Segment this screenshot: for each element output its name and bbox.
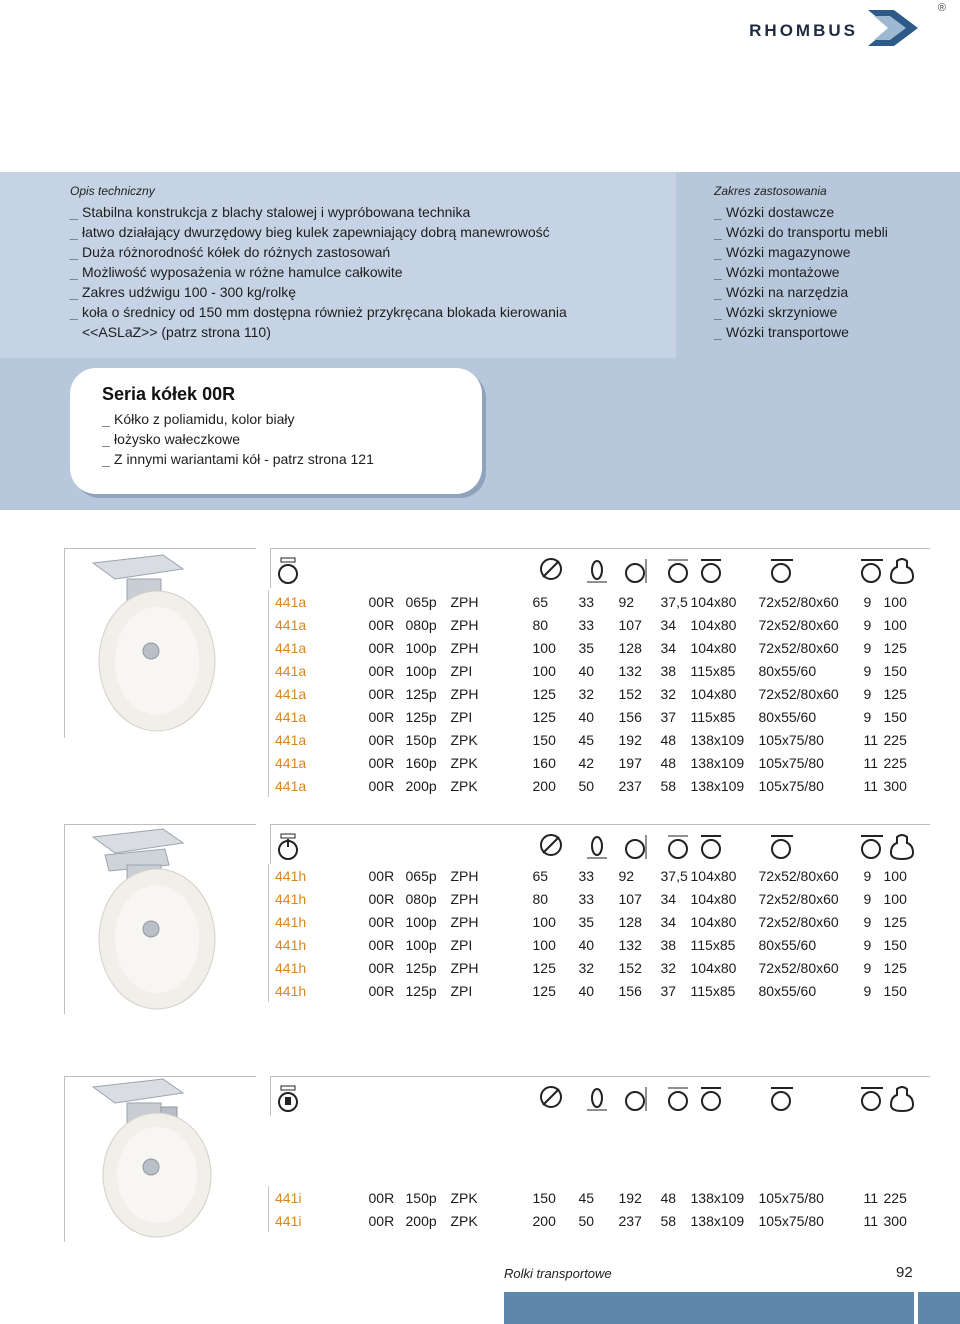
bolt-hole-symbol-icon	[769, 1085, 795, 1113]
table-cell: 125	[883, 639, 907, 656]
table-cell: 00R	[368, 1212, 395, 1229]
table-row	[269, 887, 914, 910]
table-cell: 00R	[368, 982, 395, 999]
brake-castor-photo	[64, 824, 256, 1014]
table-cell: ZPH	[450, 867, 479, 884]
table-cell: 37	[660, 982, 677, 999]
table-cell: 150	[532, 1189, 556, 1206]
table-row	[269, 751, 914, 774]
article-code-cell: 441i	[269, 1209, 369, 1232]
table-cell: 100	[532, 913, 556, 930]
table-cell: 72x52/80x60	[758, 890, 839, 907]
article-code-cell: 441a	[269, 613, 369, 636]
table-cell: 11	[863, 754, 879, 771]
table-cell: 40	[578, 982, 595, 999]
table-cell: 100	[532, 639, 556, 656]
table-row	[269, 774, 914, 797]
tech-item: _ Możliwość wyposażenia w różne hamulce całkowite	[70, 264, 403, 280]
brand-name: RHOMBUS	[749, 21, 858, 40]
table-cell: 40	[578, 662, 595, 679]
footer-bar	[504, 1292, 914, 1324]
swivel-castor-icon	[65, 549, 255, 737]
table-cell: 156	[618, 982, 642, 999]
table-cell: 100	[883, 867, 907, 884]
scope-panel	[676, 172, 960, 358]
table-cell: ZPH	[450, 890, 479, 907]
table-cell: ZPH	[450, 685, 479, 702]
table-row	[269, 979, 914, 1002]
table-cell: 33	[578, 616, 595, 633]
article-code-cell: 441a	[269, 636, 369, 659]
height-symbol-icon	[624, 833, 648, 861]
series-item: _ Z innymi wariantami kół - patrz strona 121	[102, 451, 374, 467]
article-code-cell: 441a	[269, 728, 369, 751]
table-cell: 9	[863, 616, 872, 633]
table-cell: 9	[863, 593, 872, 610]
table-cell: 38	[660, 936, 677, 953]
offset-symbol-icon	[666, 557, 690, 585]
table-cell: 150p	[405, 731, 437, 748]
table-cell: 100	[532, 936, 556, 953]
table-cell: 92	[618, 593, 635, 610]
table-cell: 34	[660, 616, 677, 633]
table-cell: 00R	[368, 867, 395, 884]
table-cell: 225	[883, 754, 907, 771]
article-code-cell: 441a	[269, 659, 369, 682]
table-cell: 138x109	[690, 1189, 745, 1206]
swivel-lock-symbol-icon	[275, 1085, 301, 1113]
table-cell: 160	[532, 754, 556, 771]
table-cell: 200p	[405, 777, 437, 794]
offset-symbol-icon	[666, 1085, 690, 1113]
table-cell: 125	[532, 959, 556, 976]
table-cell: 80x55/60	[758, 982, 817, 999]
table-cell: 50	[578, 1212, 595, 1229]
table-cell: 80	[532, 616, 549, 633]
product-table-441a	[268, 590, 914, 797]
table-cell: 105x75/80	[758, 754, 824, 771]
table-row	[269, 590, 914, 613]
table-cell: ZPI	[450, 982, 473, 999]
tech-item: _ koła o średnicy od 150 mm dostępna również przykręcana blokada kierowania	[70, 304, 567, 320]
table-cell: 9	[863, 890, 872, 907]
article-code-cell: 441h	[269, 864, 369, 887]
table-cell: 34	[660, 639, 677, 656]
table-cell: 152	[618, 959, 642, 976]
table-cell: 105x75/80	[758, 777, 824, 794]
table-cell: 125p	[405, 685, 437, 702]
table-cell: 197	[618, 754, 642, 771]
series-title: Seria kółek 00R	[102, 384, 236, 404]
table-cell: 72x52/80x60	[758, 639, 839, 656]
table-cell: 300	[883, 1212, 907, 1229]
table-cell: 9	[863, 639, 872, 656]
table-row	[269, 705, 914, 728]
table-cell: 48	[660, 754, 677, 771]
tech-title: Opis techniczny	[70, 184, 155, 198]
table-cell: 200	[532, 1212, 556, 1229]
table-cell: 00R	[368, 593, 395, 610]
plate-size-symbol-icon	[699, 1085, 723, 1113]
table-cell: 125	[532, 982, 556, 999]
table-cell: 115x85	[690, 662, 736, 679]
table-cell: 00R	[368, 1189, 395, 1206]
table-cell: 150	[883, 708, 907, 725]
table-cell: 48	[660, 731, 677, 748]
tech-item: _ Duża różnorodność kółek do różnych zastosowań	[70, 244, 391, 260]
table-cell: 48	[660, 1189, 677, 1206]
table-cell: 42	[578, 754, 595, 771]
table-cell: 105x75/80	[758, 731, 824, 748]
table-cell: 100p	[405, 913, 437, 930]
tech-item: _ Stabilna konstrukcja z blachy stalowej i wypróbowana technika	[70, 204, 471, 220]
table-cell: 125p	[405, 982, 437, 999]
table-cell: 152	[618, 685, 642, 702]
table-cell: 100	[883, 593, 907, 610]
table-cell: 72x52/80x60	[758, 685, 839, 702]
bolt-hole-symbol-icon	[769, 833, 795, 861]
article-code-cell: 441h	[269, 910, 369, 933]
table-cell: 80	[532, 890, 549, 907]
table-cell: 104x80	[690, 867, 737, 884]
table-cell: 104x80	[690, 913, 737, 930]
diameter-symbol-icon	[539, 1085, 563, 1109]
table-cell: ZPK	[450, 754, 478, 771]
table-cell: 128	[618, 639, 642, 656]
width-symbol-icon	[586, 833, 608, 861]
article-code-cell: 441a	[269, 682, 369, 705]
table-cell: 132	[618, 662, 642, 679]
table-cell: 100	[883, 890, 907, 907]
offset-symbol-icon	[666, 833, 690, 861]
table-cell: 00R	[368, 685, 395, 702]
table-cell: 11	[863, 1189, 879, 1206]
table-cell: 92	[618, 867, 635, 884]
table-cell: 192	[618, 731, 642, 748]
height-symbol-icon	[624, 557, 648, 585]
article-code-cell: 441h	[269, 979, 369, 1002]
table-cell: 32	[660, 685, 677, 702]
table-row	[269, 956, 914, 979]
table-cell: 34	[660, 913, 677, 930]
height-symbol-icon	[624, 1085, 648, 1113]
scope-item: _ Wózki skrzyniowe	[714, 304, 838, 320]
table-cell: 65	[532, 593, 549, 610]
table-cell: 9	[863, 936, 872, 953]
table-cell: 32	[578, 685, 595, 702]
table-cell: 125	[532, 685, 556, 702]
table-cell: ZPK	[450, 1189, 478, 1206]
table-cell: 105x75/80	[758, 1212, 824, 1229]
table-cell: 156	[618, 708, 642, 725]
table-cell: 58	[660, 1212, 677, 1229]
load-capacity-symbol-icon	[889, 833, 915, 861]
table-cell: 115x85	[690, 936, 736, 953]
table-cell: 80x55/60	[758, 708, 817, 725]
width-symbol-icon	[586, 557, 608, 585]
table-cell: 192	[618, 1189, 642, 1206]
table-cell: 225	[883, 731, 907, 748]
table-row	[269, 1186, 914, 1209]
article-code-cell: 441a	[269, 590, 369, 613]
table-cell: ZPH	[450, 593, 479, 610]
tech-item: _ łatwo działający dwurzędowy bieg kulek zapewniający dobrą manewrowość	[70, 224, 550, 240]
table-cell: 00R	[368, 731, 395, 748]
table-cell: ZPH	[450, 913, 479, 930]
table-cell: 115x85	[690, 708, 736, 725]
table-row	[269, 636, 914, 659]
table-cell: 33	[578, 593, 595, 610]
bolt-hole-symbol-icon	[769, 557, 795, 585]
scope-title: Zakres zastosowania	[714, 184, 827, 198]
table-cell: 00R	[368, 959, 395, 976]
table-row	[269, 910, 914, 933]
table-cell: 080p	[405, 616, 437, 633]
table-cell: 00R	[368, 708, 395, 725]
table-cell: 34	[660, 890, 677, 907]
table-cell: 45	[578, 731, 595, 748]
rhombus-chevron-icon	[864, 8, 920, 48]
table-row	[269, 864, 914, 887]
table-cell: ZPI	[450, 708, 473, 725]
table-cell: 33	[578, 867, 595, 884]
locking-castor-icon	[65, 1077, 255, 1243]
table-cell: 150	[883, 936, 907, 953]
diameter-symbol-icon	[539, 557, 563, 581]
table-cell: 00R	[368, 662, 395, 679]
table-cell: ZPH	[450, 616, 479, 633]
table-cell: ZPK	[450, 1212, 478, 1229]
table-cell: 32	[660, 959, 677, 976]
article-code-cell: 441h	[269, 956, 369, 979]
table-cell: 9	[863, 913, 872, 930]
table-cell: ZPK	[450, 777, 478, 794]
symbol-row	[270, 824, 930, 864]
scope-item: _ Wózki montażowe	[714, 264, 840, 280]
width-symbol-icon	[586, 1085, 608, 1113]
table-cell: 9	[863, 662, 872, 679]
table-cell: 125	[883, 959, 907, 976]
table-cell: 00R	[368, 913, 395, 930]
table-cell: 138x109	[690, 754, 745, 771]
table-cell: 160p	[405, 754, 437, 771]
table-cell: 104x80	[690, 685, 737, 702]
footer-bar-end	[918, 1292, 960, 1324]
table-cell: 11	[863, 1212, 879, 1229]
product-table-441h	[268, 864, 914, 1002]
plate-size-symbol-icon	[699, 557, 723, 585]
table-cell: 237	[618, 1212, 642, 1229]
table-cell: 72x52/80x60	[758, 867, 839, 884]
table-row	[269, 728, 914, 751]
table-cell: 11	[863, 731, 879, 748]
table-cell: 300	[883, 777, 907, 794]
table-cell: 00R	[368, 754, 395, 771]
table-row	[269, 659, 914, 682]
tech-item: _ Zakres udźwigu 100 - 300 kg/rolkę	[70, 284, 296, 300]
brand-logo	[749, 2, 946, 48]
bolt-symbol-icon	[859, 1085, 885, 1113]
table-cell: 50	[578, 777, 595, 794]
table-cell: 9	[863, 982, 872, 999]
series-card	[70, 368, 482, 494]
table-cell: 125	[532, 708, 556, 725]
table-cell: ZPH	[450, 639, 479, 656]
table-cell: 104x80	[690, 890, 737, 907]
table-cell: 00R	[368, 777, 395, 794]
table-cell: ZPI	[450, 662, 473, 679]
scope-item: _ Wózki na narzędzia	[714, 284, 849, 300]
table-cell: 128	[618, 913, 642, 930]
table-cell: 150p	[405, 1189, 437, 1206]
series-item: _ łożysko wałeczkowe	[102, 431, 241, 447]
load-capacity-symbol-icon	[889, 557, 915, 585]
table-cell: 58	[660, 777, 677, 794]
table-cell: 45	[578, 1189, 595, 1206]
table-cell: 40	[578, 936, 595, 953]
article-code-cell: 441i	[269, 1186, 369, 1209]
table-cell: 33	[578, 890, 595, 907]
table-cell: 00R	[368, 616, 395, 633]
symbol-row	[270, 548, 930, 588]
info-band	[0, 172, 960, 510]
table-cell: 132	[618, 936, 642, 953]
table-cell: 104x80	[690, 639, 737, 656]
table-row	[269, 1209, 914, 1232]
table-cell: 200	[532, 777, 556, 794]
table-cell: 80x55/60	[758, 662, 817, 679]
table-cell: 100	[883, 616, 907, 633]
tech-description	[70, 184, 670, 342]
table-cell: 37	[660, 708, 677, 725]
table-cell: 104x80	[690, 616, 737, 633]
swivel-brake-symbol-icon	[275, 833, 301, 861]
tech-item: <<ASLaZ>> (patrz strona 110)	[82, 324, 271, 340]
table-cell: 9	[863, 867, 872, 884]
series-item: _ Kółko z poliamidu, kolor biały	[102, 411, 295, 427]
table-cell: 150	[532, 731, 556, 748]
table-cell: 65	[532, 867, 549, 884]
table-cell: 225	[883, 1189, 907, 1206]
tech-panel	[0, 172, 676, 358]
table-cell: ZPI	[450, 936, 473, 953]
table-cell: 125p	[405, 708, 437, 725]
table-cell: 100	[532, 662, 556, 679]
article-code-cell: 441a	[269, 705, 369, 728]
table-cell: 104x80	[690, 593, 737, 610]
table-cell: 00R	[368, 890, 395, 907]
article-code-cell: 441a	[269, 774, 369, 797]
table-cell: 72x52/80x60	[758, 593, 839, 610]
table-cell: 104x80	[690, 959, 737, 976]
table-cell: 37,5	[660, 867, 688, 884]
symbol-row	[270, 1076, 930, 1116]
table-cell: 150	[883, 662, 907, 679]
bolt-symbol-icon	[859, 833, 885, 861]
table-cell: 138x109	[690, 777, 745, 794]
page-number: 92	[896, 1264, 913, 1281]
table-cell: 125p	[405, 959, 437, 976]
table-cell: 065p	[405, 593, 437, 610]
registered-mark: ®	[937, 2, 946, 14]
table-cell: 150	[883, 982, 907, 999]
article-code-cell: 441h	[269, 933, 369, 956]
plate-size-symbol-icon	[699, 833, 723, 861]
table-cell: 80x55/60	[758, 936, 817, 953]
table-cell: 107	[618, 890, 642, 907]
bolt-symbol-icon	[859, 557, 885, 585]
article-code-cell: 441h	[269, 887, 369, 910]
table-cell: 32	[578, 959, 595, 976]
scope-item: _ Wózki magazynowe	[714, 244, 851, 260]
table-cell: 11	[863, 777, 879, 794]
table-row	[269, 613, 914, 636]
brake-castor-icon	[65, 825, 255, 1013]
footer-label: Rolki transportowe	[504, 1266, 612, 1281]
table-cell: 37,5	[660, 593, 688, 610]
swivel-symbol-icon	[275, 557, 301, 585]
table-cell: 00R	[368, 639, 395, 656]
table-cell: 9	[863, 708, 872, 725]
table-cell: 200p	[405, 1212, 437, 1229]
table-cell: 138x109	[690, 731, 745, 748]
table-cell: 115x85	[690, 982, 736, 999]
table-cell: ZPH	[450, 959, 479, 976]
table-row	[269, 933, 914, 956]
product-table-441i	[268, 1186, 914, 1232]
table-cell: 080p	[405, 890, 437, 907]
diameter-symbol-icon	[539, 833, 563, 857]
table-cell: 105x75/80	[758, 1189, 824, 1206]
swivel-castor-photo	[64, 548, 256, 738]
table-cell: 35	[578, 913, 595, 930]
locking-castor-photo	[64, 1076, 256, 1242]
table-cell: 065p	[405, 867, 437, 884]
table-cell: 125	[883, 685, 907, 702]
table-cell: 125	[883, 913, 907, 930]
application-scope	[714, 184, 888, 342]
table-cell: 9	[863, 959, 872, 976]
table-cell: 237	[618, 777, 642, 794]
table-cell: 72x52/80x60	[758, 913, 839, 930]
table-cell: 72x52/80x60	[758, 959, 839, 976]
table-cell: 00R	[368, 936, 395, 953]
table-cell: 38	[660, 662, 677, 679]
table-cell: 100p	[405, 639, 437, 656]
table-cell: 35	[578, 639, 595, 656]
article-code-cell: 441a	[269, 751, 369, 774]
table-cell: 40	[578, 708, 595, 725]
scope-item: _ Wózki transportowe	[714, 324, 849, 340]
table-cell: 72x52/80x60	[758, 616, 839, 633]
table-row	[269, 682, 914, 705]
table-cell: ZPK	[450, 731, 478, 748]
table-cell: 100p	[405, 936, 437, 953]
table-cell: 9	[863, 685, 872, 702]
scope-item: _ Wózki do transportu mebli	[714, 224, 888, 240]
load-capacity-symbol-icon	[889, 1085, 915, 1113]
table-cell: 107	[618, 616, 642, 633]
table-cell: 100p	[405, 662, 437, 679]
table-cell: 138x109	[690, 1212, 745, 1229]
scope-item: _ Wózki dostawcze	[714, 204, 835, 220]
